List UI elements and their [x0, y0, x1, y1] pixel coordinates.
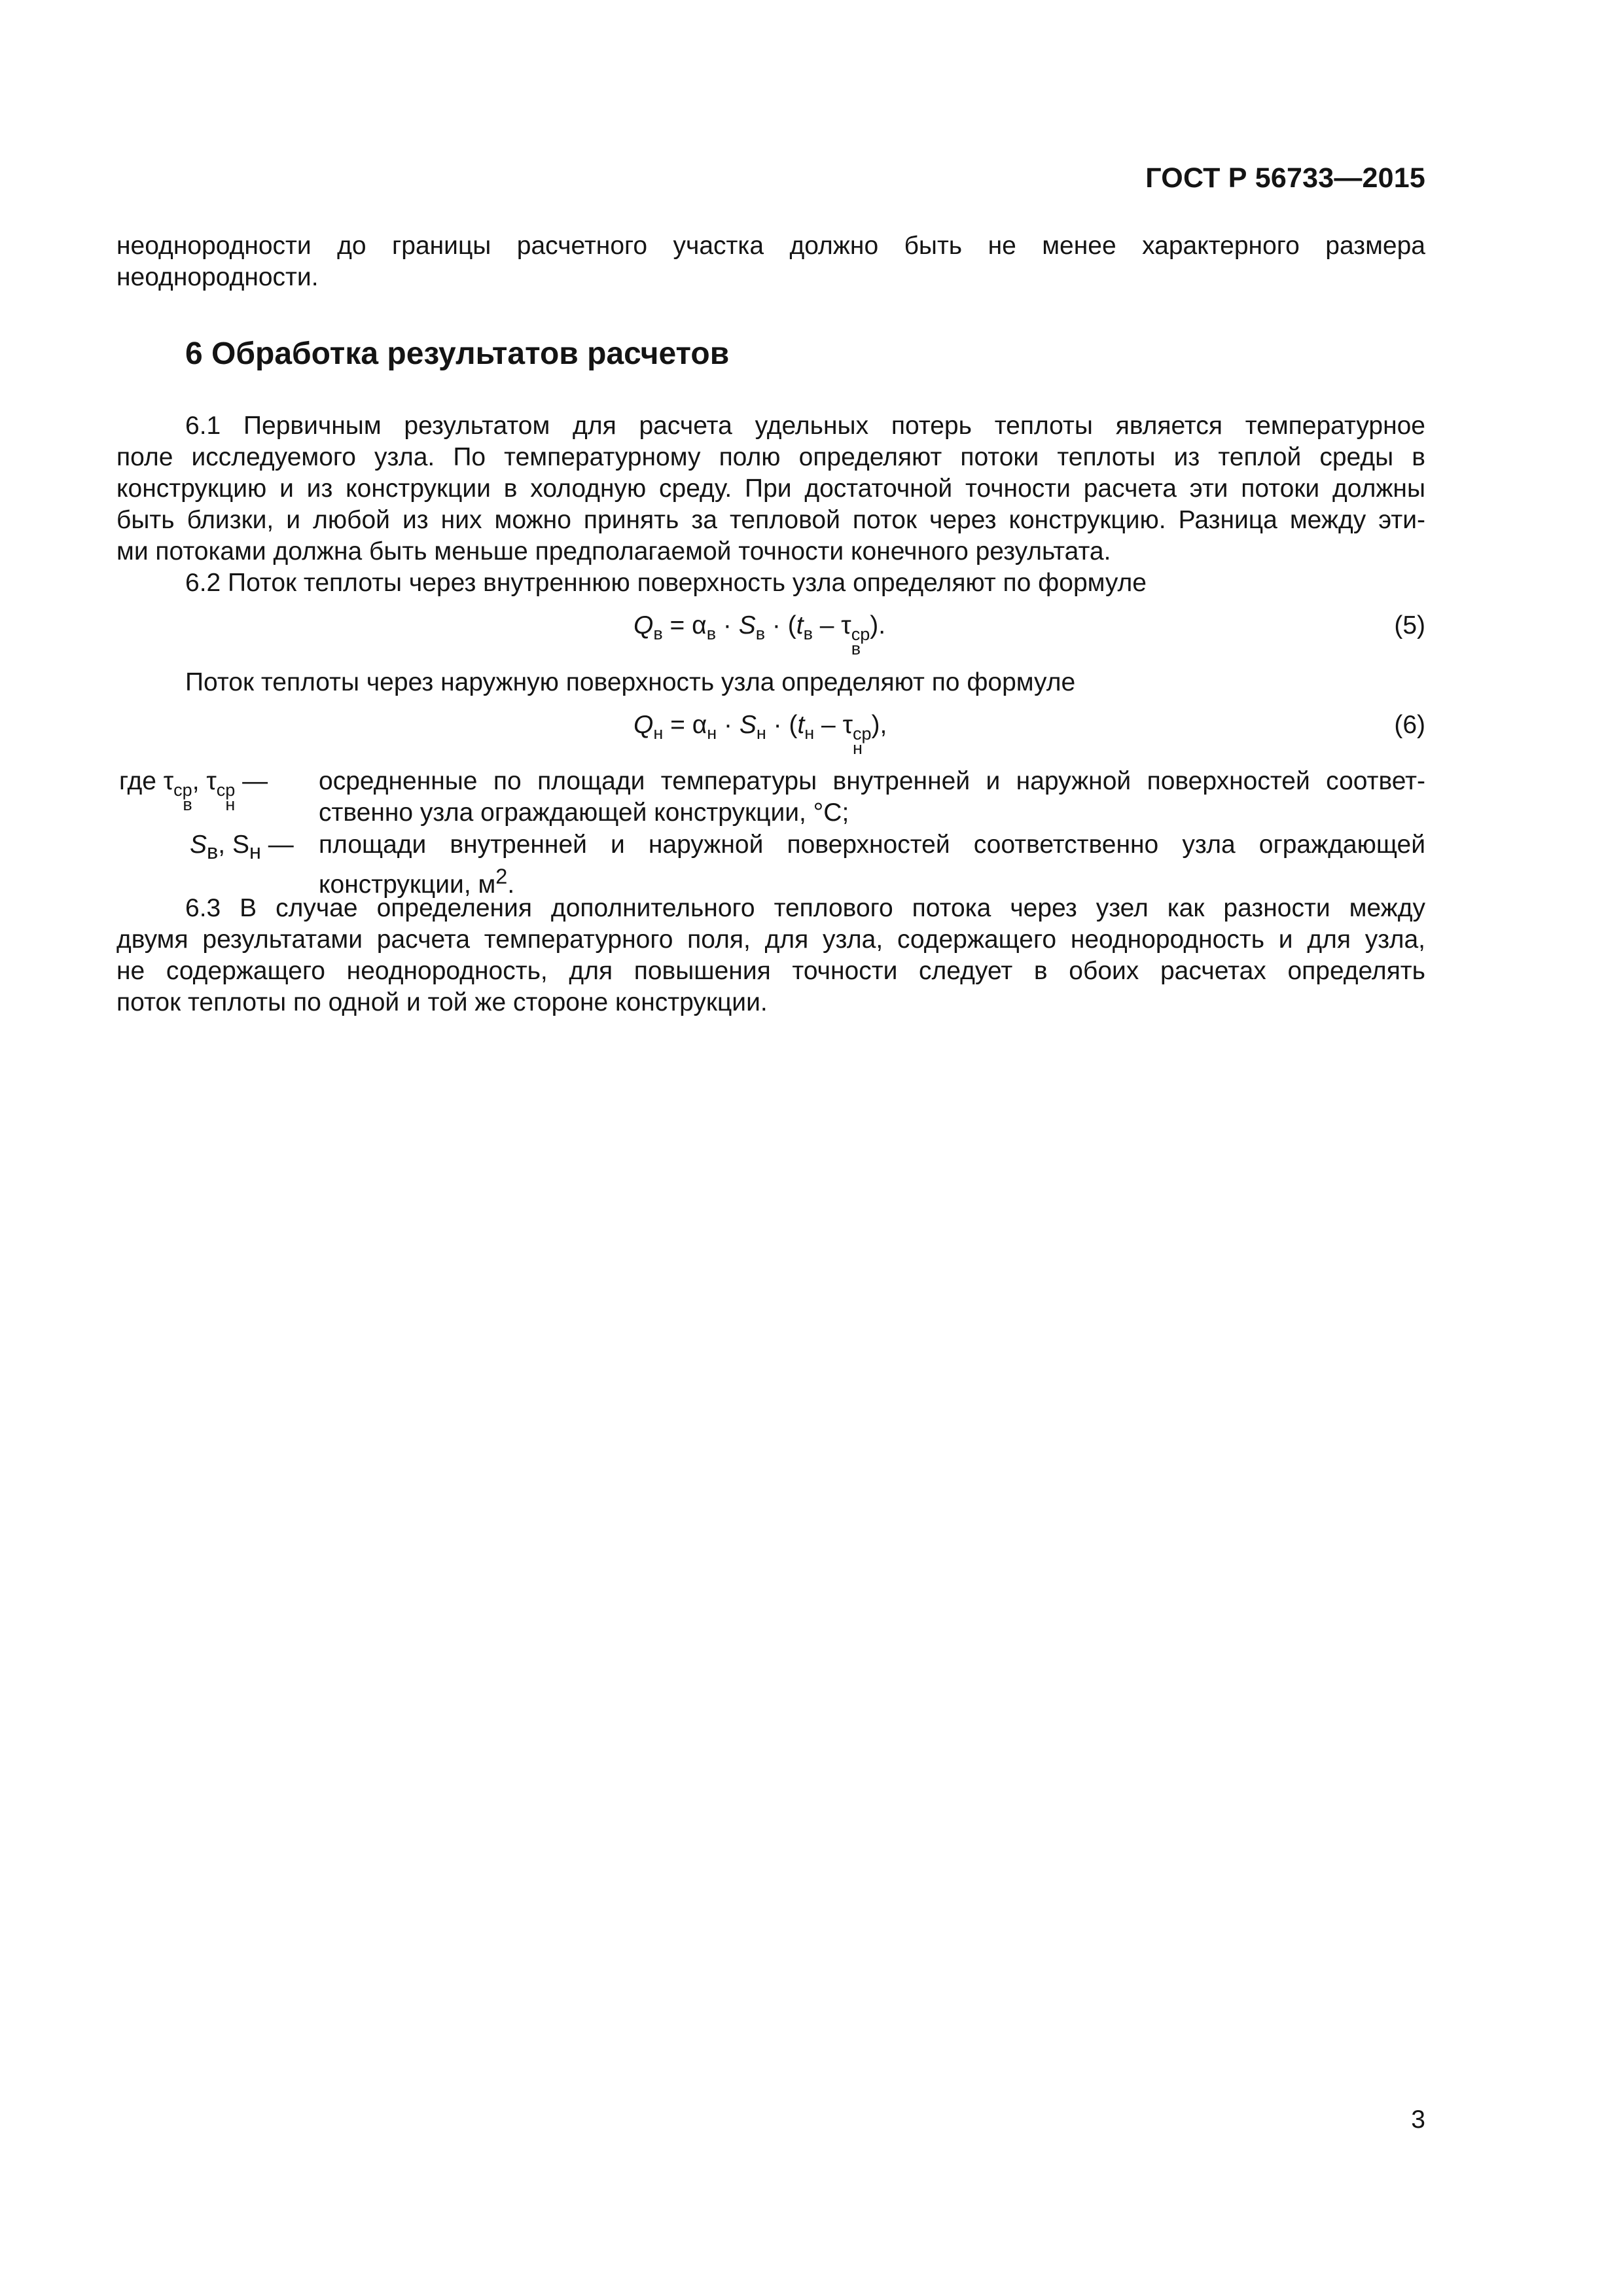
formula-symbol-tau: τ	[842, 711, 853, 739]
formula-subscript: н	[756, 723, 766, 743]
legend-separator: ,	[192, 767, 207, 795]
text-line: 6.1 Первичным результатом для расчета удельных потерь теплоты является температурное	[185, 412, 1425, 440]
legend-text: .	[507, 870, 515, 899]
formula-symbol-s: S	[739, 711, 757, 739]
legend-separator: ,	[218, 831, 232, 859]
text-line: 6.2 Поток теплоты через внутреннюю поверхность узла определяют по формуле	[185, 569, 1147, 597]
legend-subscript: н	[225, 795, 236, 814]
legend-description-tau	[319, 766, 1425, 829]
formula-superscript: ср	[853, 724, 872, 744]
continuation-paragraph	[116, 230, 1425, 293]
formula-operator: ·	[716, 611, 739, 639]
formula-symbol-alpha: α	[692, 711, 707, 739]
legend-symbol-s: S	[190, 831, 207, 859]
paragraph-outer-flow	[116, 667, 1425, 698]
formula-symbol-t: t	[796, 611, 804, 639]
formula-number-6: (6)	[1394, 711, 1425, 739]
formula-subscript: н	[853, 738, 863, 758]
formula-subscript: в	[803, 623, 813, 643]
formula-operator: –	[814, 711, 843, 739]
formula-script-stack	[851, 624, 870, 658]
formula-subscript: в	[653, 623, 663, 643]
formula-symbol-q: Q	[633, 711, 654, 739]
legend-description-s	[319, 829, 1425, 901]
legend-superscript: 2	[495, 865, 508, 888]
paragraph-6-1	[116, 410, 1425, 567]
standard-code-header: ГОСТ Р 56733—2015	[1145, 162, 1425, 194]
text-line: площади внутренней и наружной поверхностей соответственно узла ограждающей	[319, 831, 1425, 859]
text-line: не содержащего неоднородность, для повышения точности следует в обоих расчетах определять	[116, 957, 1425, 985]
text-line: конструкцию и из конструкции в холодную среду. При достаточной точности расчета эти потоки должны	[116, 475, 1425, 503]
formula-symbol-s: S	[738, 611, 756, 639]
page-number: 3	[1411, 2106, 1425, 2134]
formula-subscript: н	[653, 723, 664, 743]
formula-number-5: (5)	[1394, 611, 1425, 639]
legend-superscript: ср	[173, 780, 192, 800]
legend-term-tau	[119, 766, 268, 812]
legend-superscript: ср	[216, 780, 236, 800]
formula-operator: ),	[871, 711, 887, 739]
text-line: 6.3 В случае определения дополнительного теплового потока через узел как разности между	[185, 894, 1425, 922]
formula-operator: · (	[765, 611, 796, 639]
paragraph-6-2	[116, 567, 1425, 599]
formula-operator: · (	[766, 711, 798, 739]
legend-symbol-s: S	[232, 831, 249, 859]
formula-operator: ).	[870, 611, 886, 639]
formula-subscript: н	[707, 723, 717, 743]
text-line: ми потоками должна быть меньше предполагаемой точности конечного результата.	[116, 537, 1111, 565]
text-line: ственно узла ограждающей конструкции, °С;	[319, 798, 849, 827]
legend-script-stack	[173, 780, 192, 814]
formula-operator: ·	[717, 711, 740, 739]
formula-operator: =	[662, 611, 692, 639]
text-line: осредненные по площади температуры внутренней и наружной поверхностей соответ-	[319, 767, 1425, 795]
formula-6	[633, 709, 887, 758]
text-line: быть близки, и любой из них можно принять за тепловой поток через конструкцию. Разница между эти-	[116, 506, 1425, 534]
formula-operator: =	[663, 711, 692, 739]
text-line: поле исследуемого узла. По температурному полю определяют потоки теплоты из теплой среды в	[116, 443, 1425, 471]
formula-superscript: ср	[851, 624, 870, 644]
legend-subscript: в	[207, 839, 219, 863]
formula-subscript: в	[706, 623, 717, 643]
formula-subscript: в	[755, 623, 766, 643]
formula-symbol-t: t	[797, 711, 805, 739]
formula-subscript: н	[804, 723, 815, 743]
formula-5	[633, 610, 885, 656]
text-line: поток теплоты по одной и той же стороне конструкции.	[116, 988, 768, 1016]
legend-symbol-tau: τ	[163, 767, 174, 795]
paragraph-6-3	[116, 893, 1425, 1018]
legend-term-s	[190, 829, 294, 867]
formula-symbol-alpha: α	[692, 611, 707, 639]
formula-symbol-tau: τ	[841, 611, 851, 639]
text-line: неоднородности.	[116, 263, 319, 291]
legend-text: конструкции, м	[319, 870, 496, 899]
formula-script-stack	[853, 724, 872, 758]
formula-subscript: в	[851, 639, 861, 658]
formula-operator: –	[812, 611, 842, 639]
legend-where: где	[119, 767, 164, 795]
legend-dash: —	[260, 831, 294, 859]
text-line: неоднородности до границы расчетного участка должно быть не менее характерного размера	[116, 232, 1425, 260]
legend-script-stack	[216, 780, 236, 814]
legend-subscript: н	[249, 839, 261, 863]
section-heading: 6 Обработка результатов расчетов	[185, 336, 730, 371]
legend-symbol-tau: τ	[206, 767, 217, 795]
legend-subscript: в	[183, 795, 192, 814]
legend-dash: —	[235, 767, 268, 795]
text-line: Поток теплоты через наружную поверхность узла определяют по формуле	[185, 668, 1076, 696]
formula-symbol-q: Q	[633, 611, 654, 639]
text-line: двумя результатами расчета температурного поля, для узла, содержащего неоднородность и для узла,	[116, 925, 1425, 954]
